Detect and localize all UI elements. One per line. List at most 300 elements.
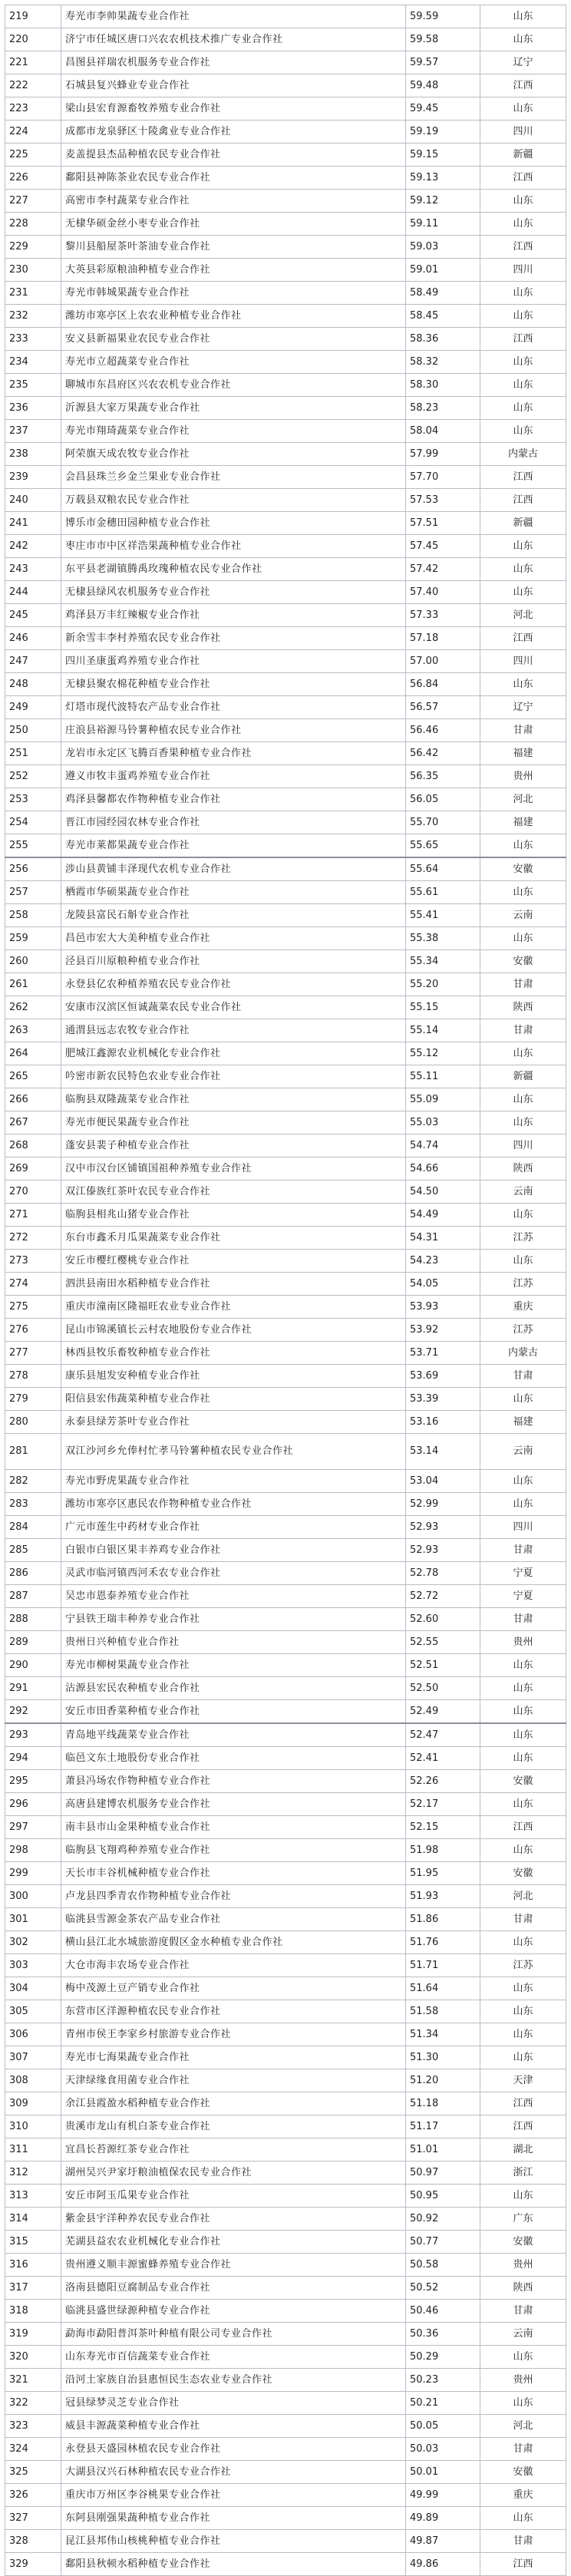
rank-cell: 264 <box>5 1042 61 1065</box>
score-cell: 55.70 <box>406 811 480 834</box>
table-row <box>5 950 566 973</box>
table-body <box>5 5 566 2576</box>
cooperative-name-cell: 贵州遵义顺丰源蜜蜂养殖专业合作社 <box>61 2254 406 2277</box>
rank-cell: 246 <box>5 627 61 650</box>
rank-cell: 278 <box>5 1365 61 1388</box>
province-cell: 山东 <box>480 2185 566 2208</box>
table-row <box>5 2530 566 2553</box>
cooperative-name-cell: 重庆市潼南区隆福旺农业专业合作社 <box>61 1296 406 1319</box>
score-cell: 57.18 <box>406 627 480 650</box>
score-cell: 51.18 <box>406 2092 480 2115</box>
score-cell: 52.51 <box>406 1654 480 1677</box>
score-cell: 59.19 <box>406 121 480 144</box>
cooperative-name-cell: 石城县复兴蜂业专业合作社 <box>61 74 406 97</box>
score-cell: 51.34 <box>406 2023 480 2046</box>
rank-cell: 273 <box>5 1250 61 1273</box>
cooperative-name-cell: 紫金县宇洋种养农民专业合作社 <box>61 2208 406 2231</box>
rank-cell: 298 <box>5 1839 61 1862</box>
table-row <box>5 1631 566 1654</box>
rank-cell: 250 <box>5 719 61 742</box>
cooperative-name-cell: 遵义市牧丰蛋鸡养殖专业合作社 <box>61 765 406 788</box>
rank-cell: 254 <box>5 811 61 834</box>
score-cell: 55.38 <box>406 927 480 950</box>
province-cell: 贵州 <box>480 1631 566 1654</box>
province-cell: 山东 <box>480 1204 566 1227</box>
table-row <box>5 1908 566 1931</box>
cooperative-name-cell: 高密市李村蔬菜专业合作社 <box>61 190 406 213</box>
score-cell: 52.17 <box>406 1793 480 1816</box>
cooperative-ranking-table <box>5 5 566 2576</box>
province-cell: 四川 <box>480 259 566 282</box>
score-cell: 57.42 <box>406 558 480 581</box>
rank-cell: 289 <box>5 1631 61 1654</box>
rank-cell: 245 <box>5 604 61 627</box>
province-cell: 甘肃 <box>480 1019 566 1042</box>
rank-cell: 316 <box>5 2254 61 2277</box>
rank-cell: 294 <box>5 1747 61 1770</box>
cooperative-name-cell: 会昌县珠兰乡金兰果业专业合作社 <box>61 466 406 489</box>
province-cell: 辽宁 <box>480 696 566 719</box>
table-row <box>5 765 566 788</box>
rank-cell: 304 <box>5 1977 61 2000</box>
table-row <box>5 2208 566 2231</box>
rank-cell: 310 <box>5 2115 61 2138</box>
table-row <box>5 996 566 1019</box>
province-cell: 辽宁 <box>480 51 566 74</box>
province-cell: 甘肃 <box>480 719 566 742</box>
province-cell: 江西 <box>480 328 566 351</box>
cooperative-name-cell: 涉山县黄铺丰泽现代农机专业合作社 <box>61 857 406 881</box>
rank-cell: 267 <box>5 1111 61 1134</box>
cooperative-name-cell: 东台市鑫禾月瓜果蔬菜专业合作社 <box>61 1227 406 1250</box>
province-cell: 江西 <box>480 2092 566 2115</box>
score-cell: 52.93 <box>406 1539 480 1562</box>
cooperative-name-cell: 临朐县相兆山猪专业合作社 <box>61 1204 406 1227</box>
province-cell: 山东 <box>480 581 566 604</box>
cooperative-name-cell: 栖霞市华硕果蔬专业合作社 <box>61 881 406 904</box>
table-row <box>5 2438 566 2461</box>
province-cell: 福建 <box>480 1411 566 1434</box>
table-row <box>5 1723 566 1747</box>
rank-cell: 300 <box>5 1885 61 1908</box>
rank-cell: 324 <box>5 2438 61 2461</box>
rank-cell: 255 <box>5 834 61 858</box>
table-row <box>5 1839 566 1862</box>
score-cell: 57.70 <box>406 466 480 489</box>
table-row <box>5 881 566 904</box>
rank-cell: 327 <box>5 2507 61 2530</box>
score-cell: 52.47 <box>406 1723 480 1747</box>
table-row <box>5 1204 566 1227</box>
table-row <box>5 1227 566 1250</box>
table-row <box>5 696 566 719</box>
score-cell: 59.48 <box>406 74 480 97</box>
cooperative-name-cell: 万载县双粮农民专业合作社 <box>61 489 406 512</box>
score-cell: 58.49 <box>406 282 480 305</box>
cooperative-name-cell: 龙陵县富民石斛专业合作社 <box>61 904 406 927</box>
province-cell: 山东 <box>480 1250 566 1273</box>
cooperative-name-cell: 吟密市新农民特色农业专业合作社 <box>61 1065 406 1088</box>
cooperative-name-cell: 昆山市锦溪镇长云村农地股份专业合作社 <box>61 1319 406 1342</box>
score-cell: 51.71 <box>406 1954 480 1977</box>
table-row <box>5 2115 566 2138</box>
score-cell: 53.16 <box>406 1411 480 1434</box>
cooperative-name-cell: 寿光市李帅果蔬专业合作社 <box>61 5 406 28</box>
cooperative-name-cell: 四川圣康蛋鸡养殖专业合作社 <box>61 650 406 673</box>
province-cell: 陕西 <box>480 2277 566 2300</box>
table-row <box>5 2484 566 2507</box>
rank-cell: 284 <box>5 1516 61 1539</box>
province-cell: 山东 <box>480 397 566 420</box>
province-cell: 江苏 <box>480 1319 566 1342</box>
cooperative-name-cell: 寿光市柳树果蔬专业合作社 <box>61 1654 406 1677</box>
province-cell: 山东 <box>480 1931 566 1954</box>
table-row <box>5 1388 566 1411</box>
score-cell: 51.95 <box>406 1862 480 1885</box>
cooperative-name-cell: 临朐县飞翔鸡种养殖专业合作社 <box>61 1839 406 1862</box>
table-row <box>5 1677 566 1700</box>
province-cell: 山东 <box>480 1839 566 1862</box>
cooperative-name-cell: 泗洪县南田水稻种植专业合作社 <box>61 1273 406 1296</box>
cooperative-name-cell: 林西县牧乐畜牧种植专业合作社 <box>61 1342 406 1365</box>
rank-cell: 325 <box>5 2461 61 2484</box>
cooperative-name-cell: 济宁市任城区唐口兴农农机技术推广专业合作社 <box>61 28 406 51</box>
cooperative-name-cell: 临洮县雪源金茶农产品专业合作社 <box>61 1908 406 1931</box>
table-row <box>5 2185 566 2208</box>
rank-cell: 241 <box>5 512 61 535</box>
rank-cell: 234 <box>5 351 61 374</box>
rank-cell: 329 <box>5 2553 61 2576</box>
province-cell: 山东 <box>480 1677 566 1700</box>
cooperative-name-cell: 宜昌长苔源红茶专业合作社 <box>61 2138 406 2162</box>
rank-cell: 260 <box>5 950 61 973</box>
cooperative-name-cell: 湖州吴兴尹家圩粮油植保农民专业合作社 <box>61 2162 406 2185</box>
cooperative-name-cell: 麦盖提县杰品种植农民专业合作社 <box>61 144 406 167</box>
score-cell: 58.23 <box>406 397 480 420</box>
cooperative-name-cell: 昌图县祥瑞农机服务专业合作社 <box>61 51 406 74</box>
cooperative-name-cell: 寿光市野虎果蔬专业合作社 <box>61 1470 406 1493</box>
cooperative-name-cell: 青州市侯王李家乡村旅游专业合作社 <box>61 2023 406 2046</box>
score-cell: 49.87 <box>406 2530 480 2553</box>
rank-cell: 305 <box>5 2000 61 2023</box>
score-cell: 56.57 <box>406 696 480 719</box>
rank-cell: 293 <box>5 1723 61 1747</box>
rank-cell: 280 <box>5 1411 61 1434</box>
score-cell: 55.11 <box>406 1065 480 1088</box>
score-cell: 55.20 <box>406 973 480 996</box>
score-cell: 54.05 <box>406 1273 480 1296</box>
rank-cell: 288 <box>5 1608 61 1631</box>
rank-cell: 326 <box>5 2484 61 2507</box>
province-cell: 山东 <box>480 2346 566 2369</box>
province-cell: 江西 <box>480 2115 566 2138</box>
score-cell: 58.32 <box>406 351 480 374</box>
province-cell: 贵州 <box>480 2254 566 2277</box>
province-cell: 河北 <box>480 2415 566 2438</box>
province-cell: 山东 <box>480 213 566 236</box>
score-cell: 54.31 <box>406 1227 480 1250</box>
table-row <box>5 2507 566 2530</box>
province-cell: 安徽 <box>480 857 566 881</box>
cooperative-name-cell: 梁山县宏育源畜牧养殖专业合作社 <box>61 97 406 121</box>
cooperative-name-cell: 博乐市金穗田园种植专业合作社 <box>61 512 406 535</box>
score-cell: 51.98 <box>406 1839 480 1862</box>
province-cell: 甘肃 <box>480 2300 566 2323</box>
table-row <box>5 1585 566 1608</box>
table-row <box>5 213 566 236</box>
cooperative-name-cell: 安丘市田香菜种植专业合作社 <box>61 1700 406 1724</box>
score-cell: 58.45 <box>406 305 480 328</box>
cooperative-name-cell: 安丘市阿玉瓜果专业合作社 <box>61 2185 406 2208</box>
province-cell: 山东 <box>480 1793 566 1816</box>
score-cell: 57.51 <box>406 512 480 535</box>
rank-cell: 311 <box>5 2138 61 2162</box>
province-cell: 湖北 <box>480 2138 566 2162</box>
cooperative-name-cell: 灯塔市现代波特农产品专业合作社 <box>61 696 406 719</box>
rank-cell: 239 <box>5 466 61 489</box>
rank-cell: 256 <box>5 857 61 881</box>
score-cell: 56.42 <box>406 742 480 765</box>
table-row <box>5 420 566 443</box>
rank-cell: 308 <box>5 2069 61 2092</box>
score-cell: 50.23 <box>406 2369 480 2392</box>
cooperative-name-cell: 无棣县聚农棉花种植专业合作社 <box>61 673 406 696</box>
cooperative-name-cell: 寿光市便民果蔬专业合作社 <box>61 1111 406 1134</box>
table-row <box>5 97 566 121</box>
score-cell: 51.64 <box>406 1977 480 2000</box>
table-row <box>5 1516 566 1539</box>
table-row <box>5 1493 566 1516</box>
table-row <box>5 2323 566 2346</box>
province-cell: 安徽 <box>480 2461 566 2484</box>
score-cell: 55.34 <box>406 950 480 973</box>
cooperative-name-cell: 聊城市东昌府区兴农农机专业合作社 <box>61 374 406 397</box>
score-cell: 50.46 <box>406 2300 480 2323</box>
rank-cell: 263 <box>5 1019 61 1042</box>
score-cell: 56.46 <box>406 719 480 742</box>
score-cell: 55.09 <box>406 1088 480 1111</box>
table-row <box>5 328 566 351</box>
rank-cell: 297 <box>5 1816 61 1839</box>
cooperative-name-cell: 梅中茂源土豆产销专业合作社 <box>61 1977 406 2000</box>
table-row <box>5 1319 566 1342</box>
score-cell: 50.21 <box>406 2392 480 2415</box>
score-cell: 56.35 <box>406 765 480 788</box>
score-cell: 56.05 <box>406 788 480 811</box>
rank-cell: 219 <box>5 5 61 28</box>
rank-cell: 276 <box>5 1319 61 1342</box>
rank-cell: 227 <box>5 190 61 213</box>
province-cell: 江苏 <box>480 1273 566 1296</box>
province-cell: 陕西 <box>480 1158 566 1181</box>
table-row <box>5 1181 566 1204</box>
cooperative-name-cell: 沿河土家族自治县惠恒民生态农业专业合作社 <box>61 2369 406 2392</box>
rank-cell: 240 <box>5 489 61 512</box>
table-row <box>5 2231 566 2254</box>
table-row <box>5 1434 566 1470</box>
province-cell: 甘肃 <box>480 1908 566 1931</box>
cooperative-name-cell: 寿光市七海果蔬专业合作社 <box>61 2046 406 2069</box>
province-cell: 山东 <box>480 1111 566 1134</box>
cooperative-name-cell: 昌邑市宏大大美种植专业合作社 <box>61 927 406 950</box>
table-row <box>5 144 566 167</box>
province-cell: 山东 <box>480 2023 566 2046</box>
score-cell: 51.01 <box>406 2138 480 2162</box>
score-cell: 59.13 <box>406 167 480 190</box>
province-cell: 新疆 <box>480 512 566 535</box>
cooperative-name-cell: 吴忠市恩泰养殖专业合作社 <box>61 1585 406 1608</box>
table-row <box>5 904 566 927</box>
score-cell: 50.03 <box>406 2438 480 2461</box>
score-cell: 52.26 <box>406 1770 480 1793</box>
rank-cell: 253 <box>5 788 61 811</box>
province-cell: 山东 <box>480 2392 566 2415</box>
table-row <box>5 1134 566 1158</box>
province-cell: 内蒙古 <box>480 443 566 466</box>
score-cell: 50.92 <box>406 2208 480 2231</box>
table-row <box>5 1470 566 1493</box>
province-cell: 山东 <box>480 351 566 374</box>
province-cell: 四川 <box>480 121 566 144</box>
table-row <box>5 2369 566 2392</box>
score-cell: 52.50 <box>406 1677 480 1700</box>
score-cell: 51.20 <box>406 2069 480 2092</box>
rank-cell: 224 <box>5 121 61 144</box>
score-cell: 49.99 <box>406 2484 480 2507</box>
rank-cell: 287 <box>5 1585 61 1608</box>
province-cell: 云南 <box>480 2323 566 2346</box>
table-row <box>5 627 566 650</box>
cooperative-name-cell: 康乐县旭发安种植专业合作社 <box>61 1365 406 1388</box>
rank-cell: 285 <box>5 1539 61 1562</box>
table-row <box>5 236 566 259</box>
cooperative-name-cell: 晋江市园经园农林专业合作社 <box>61 811 406 834</box>
score-cell: 51.86 <box>406 1908 480 1931</box>
table-row <box>5 1273 566 1296</box>
rank-cell: 225 <box>5 144 61 167</box>
province-cell: 山东 <box>480 558 566 581</box>
table-row <box>5 2023 566 2046</box>
rank-cell: 220 <box>5 28 61 51</box>
score-cell: 52.60 <box>406 1608 480 1631</box>
table-row <box>5 1088 566 1111</box>
cooperative-name-cell: 鸡泽县馨都农作物种植专业合作社 <box>61 788 406 811</box>
rank-cell: 238 <box>5 443 61 466</box>
rank-cell: 317 <box>5 2277 61 2300</box>
province-cell: 山东 <box>480 834 566 858</box>
table-row <box>5 719 566 742</box>
cooperative-name-cell: 山东寿光市百信蔬菜专业合作社 <box>61 2346 406 2369</box>
rank-cell: 259 <box>5 927 61 950</box>
rank-cell: 299 <box>5 1862 61 1885</box>
rank-cell: 258 <box>5 904 61 927</box>
table-row <box>5 2162 566 2185</box>
table-row <box>5 650 566 673</box>
table-row <box>5 5 566 28</box>
rank-cell: 292 <box>5 1700 61 1724</box>
province-cell: 甘肃 <box>480 1608 566 1631</box>
table-row <box>5 673 566 696</box>
rank-cell: 296 <box>5 1793 61 1816</box>
table-row <box>5 443 566 466</box>
province-cell: 江西 <box>480 2553 566 2576</box>
rank-cell: 301 <box>5 1908 61 1931</box>
score-cell: 54.66 <box>406 1158 480 1181</box>
rank-cell: 295 <box>5 1770 61 1793</box>
score-cell: 59.45 <box>406 97 480 121</box>
cooperative-name-cell: 鸡泽县万丰红辣椒专业合作社 <box>61 604 406 627</box>
table-row <box>5 374 566 397</box>
score-cell: 52.55 <box>406 1631 480 1654</box>
score-cell: 53.04 <box>406 1470 480 1493</box>
rank-cell: 232 <box>5 305 61 328</box>
table-row <box>5 535 566 558</box>
table-row <box>5 2300 566 2323</box>
table-row <box>5 282 566 305</box>
table-row <box>5 604 566 627</box>
score-cell: 50.95 <box>406 2185 480 2208</box>
province-cell: 贵州 <box>480 2369 566 2392</box>
rank-cell: 307 <box>5 2046 61 2069</box>
score-cell: 57.53 <box>406 489 480 512</box>
score-cell: 51.17 <box>406 2115 480 2138</box>
score-cell: 59.03 <box>406 236 480 259</box>
cooperative-name-cell: 萧县冯场农作物种植专业合作社 <box>61 1770 406 1793</box>
province-cell: 甘肃 <box>480 973 566 996</box>
score-cell: 54.74 <box>406 1134 480 1158</box>
rank-cell: 237 <box>5 420 61 443</box>
table-row <box>5 2069 566 2092</box>
province-cell: 山东 <box>480 28 566 51</box>
score-cell: 58.04 <box>406 420 480 443</box>
cooperative-name-cell: 大仓市海丰农场专业合作社 <box>61 1954 406 1977</box>
rank-cell: 270 <box>5 1181 61 1204</box>
province-cell: 云南 <box>480 904 566 927</box>
cooperative-name-cell: 洛南县德阳豆腐制品专业合作社 <box>61 2277 406 2300</box>
table-row <box>5 2553 566 2576</box>
table-row <box>5 1885 566 1908</box>
cooperative-name-cell: 黎川县船屋茶叶茶油专业合作社 <box>61 236 406 259</box>
score-cell: 55.41 <box>406 904 480 927</box>
province-cell: 新疆 <box>480 144 566 167</box>
cooperative-name-cell: 贵溪市龙山有机白茶专业合作社 <box>61 2115 406 2138</box>
rank-cell: 251 <box>5 742 61 765</box>
rank-cell: 286 <box>5 1562 61 1585</box>
score-cell: 59.57 <box>406 51 480 74</box>
cooperative-name-cell: 蓬安县裴子种植专业合作社 <box>61 1134 406 1158</box>
rank-cell: 283 <box>5 1493 61 1516</box>
rank-cell: 262 <box>5 996 61 1019</box>
table-row <box>5 1158 566 1181</box>
cooperative-name-cell: 寿光市韩城果蔬专业合作社 <box>61 282 406 305</box>
province-cell: 重庆 <box>480 2484 566 2507</box>
rank-cell: 236 <box>5 397 61 420</box>
table-row <box>5 1654 566 1677</box>
rank-cell: 290 <box>5 1654 61 1677</box>
table-row <box>5 2392 566 2415</box>
rank-cell: 221 <box>5 51 61 74</box>
province-cell: 江苏 <box>480 1954 566 1977</box>
table-row <box>5 512 566 535</box>
score-cell: 59.59 <box>406 5 480 28</box>
table-row <box>5 1862 566 1885</box>
province-cell: 新疆 <box>480 1065 566 1088</box>
score-cell: 57.00 <box>406 650 480 673</box>
rank-cell: 328 <box>5 2530 61 2553</box>
province-cell: 河北 <box>480 1885 566 1908</box>
table-row <box>5 1342 566 1365</box>
rank-cell: 243 <box>5 558 61 581</box>
